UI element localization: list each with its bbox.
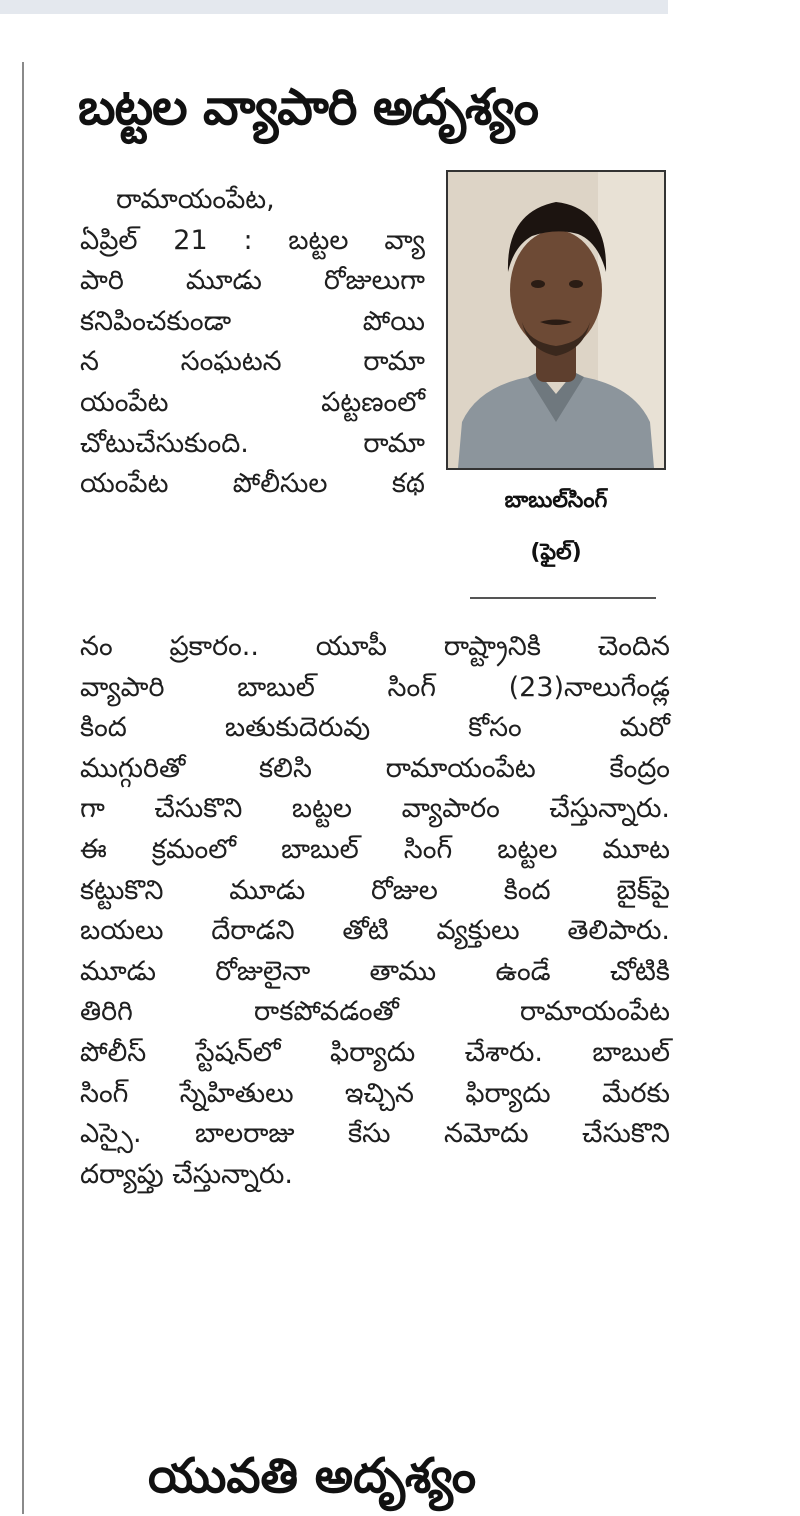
body-line: పోలీస్ స్టేషన్‌లో ఫిర్యాదు చేశారు. బాబుల్ — [80, 1036, 670, 1068]
caption-divider — [470, 597, 656, 599]
dateline: రామాయంపేట, — [116, 184, 275, 215]
body-line: నం ప్రకారం.. యూపీ రాష్ట్రానికి చెందిన — [80, 631, 670, 662]
column-rule — [22, 62, 24, 1514]
body-line: తిరిగి రాకపోవడంతో రామాయంపేట — [80, 996, 670, 1028]
body-line-last: దర్యాప్తు చేస్తున్నారు. — [80, 1158, 293, 1190]
person-portrait-icon — [448, 172, 664, 468]
body-line: ఈ క్రమంలో బాబుల్ సింగ్ బట్టల మూట — [80, 833, 670, 865]
body-line: వ్యాపారి బాబుల్ సింగ్ (23)నాలుగేండ్ల — [80, 671, 670, 703]
body-line: బయలు దేరాడని తోటి వ్యక్తులు తెలిపారు. — [80, 915, 670, 947]
next-article-headline: యువతి అదృశ్యం — [148, 1448, 477, 1504]
photo-caption-note: (ఫైల్) — [530, 540, 582, 565]
body-line: కట్టుకొని మూడు రోజుల కింద బైక్‌పై — [80, 874, 670, 906]
photo-caption-name: బాబుల్‌సింగ్ — [504, 488, 608, 513]
article-headline: బట్టల వ్యాపారి అదృశ్యం — [78, 78, 538, 136]
body-line: కింద బతుకుదెరువు కోసం మరో — [80, 712, 670, 744]
body-line: యంపేట పోలీసుల కథ — [80, 468, 425, 500]
article-body-narrow — [80, 180, 425, 505]
body-line: యంపేట పట్టణంలో — [80, 386, 425, 418]
top-strip — [0, 0, 668, 14]
body-line: పారి మూడు రోజులుగా — [80, 265, 425, 297]
body-line: గా చేసుకొని బట్టల వ్యాపారం చేస్తున్నారు. — [80, 793, 670, 825]
body-line: కనిపించకుండా పోయి — [80, 305, 425, 337]
body-line: న సంఘటన రామా — [80, 346, 425, 378]
article-body-wide — [80, 627, 670, 1195]
body-line: ముగ్గురితో కలిసి రామాయంపేట కేంద్రం — [80, 752, 670, 784]
body-line: చోటుచేసుకుంది. రామా — [80, 427, 425, 459]
body-line: ఏప్రిల్ 21 : బట్టల వ్యా — [80, 224, 425, 256]
body-line: ఎస్సై. బాలరాజు కేసు నమోదు చేసుకొని — [80, 1118, 670, 1150]
person-photo — [446, 170, 666, 470]
body-line: మూడు రోజులైనా తాము ఉండే చోటికి — [80, 955, 670, 987]
body-line: సింగ్ స్నేహితులు ఇచ్చిన ఫిర్యాదు మేరకు — [80, 1077, 670, 1109]
